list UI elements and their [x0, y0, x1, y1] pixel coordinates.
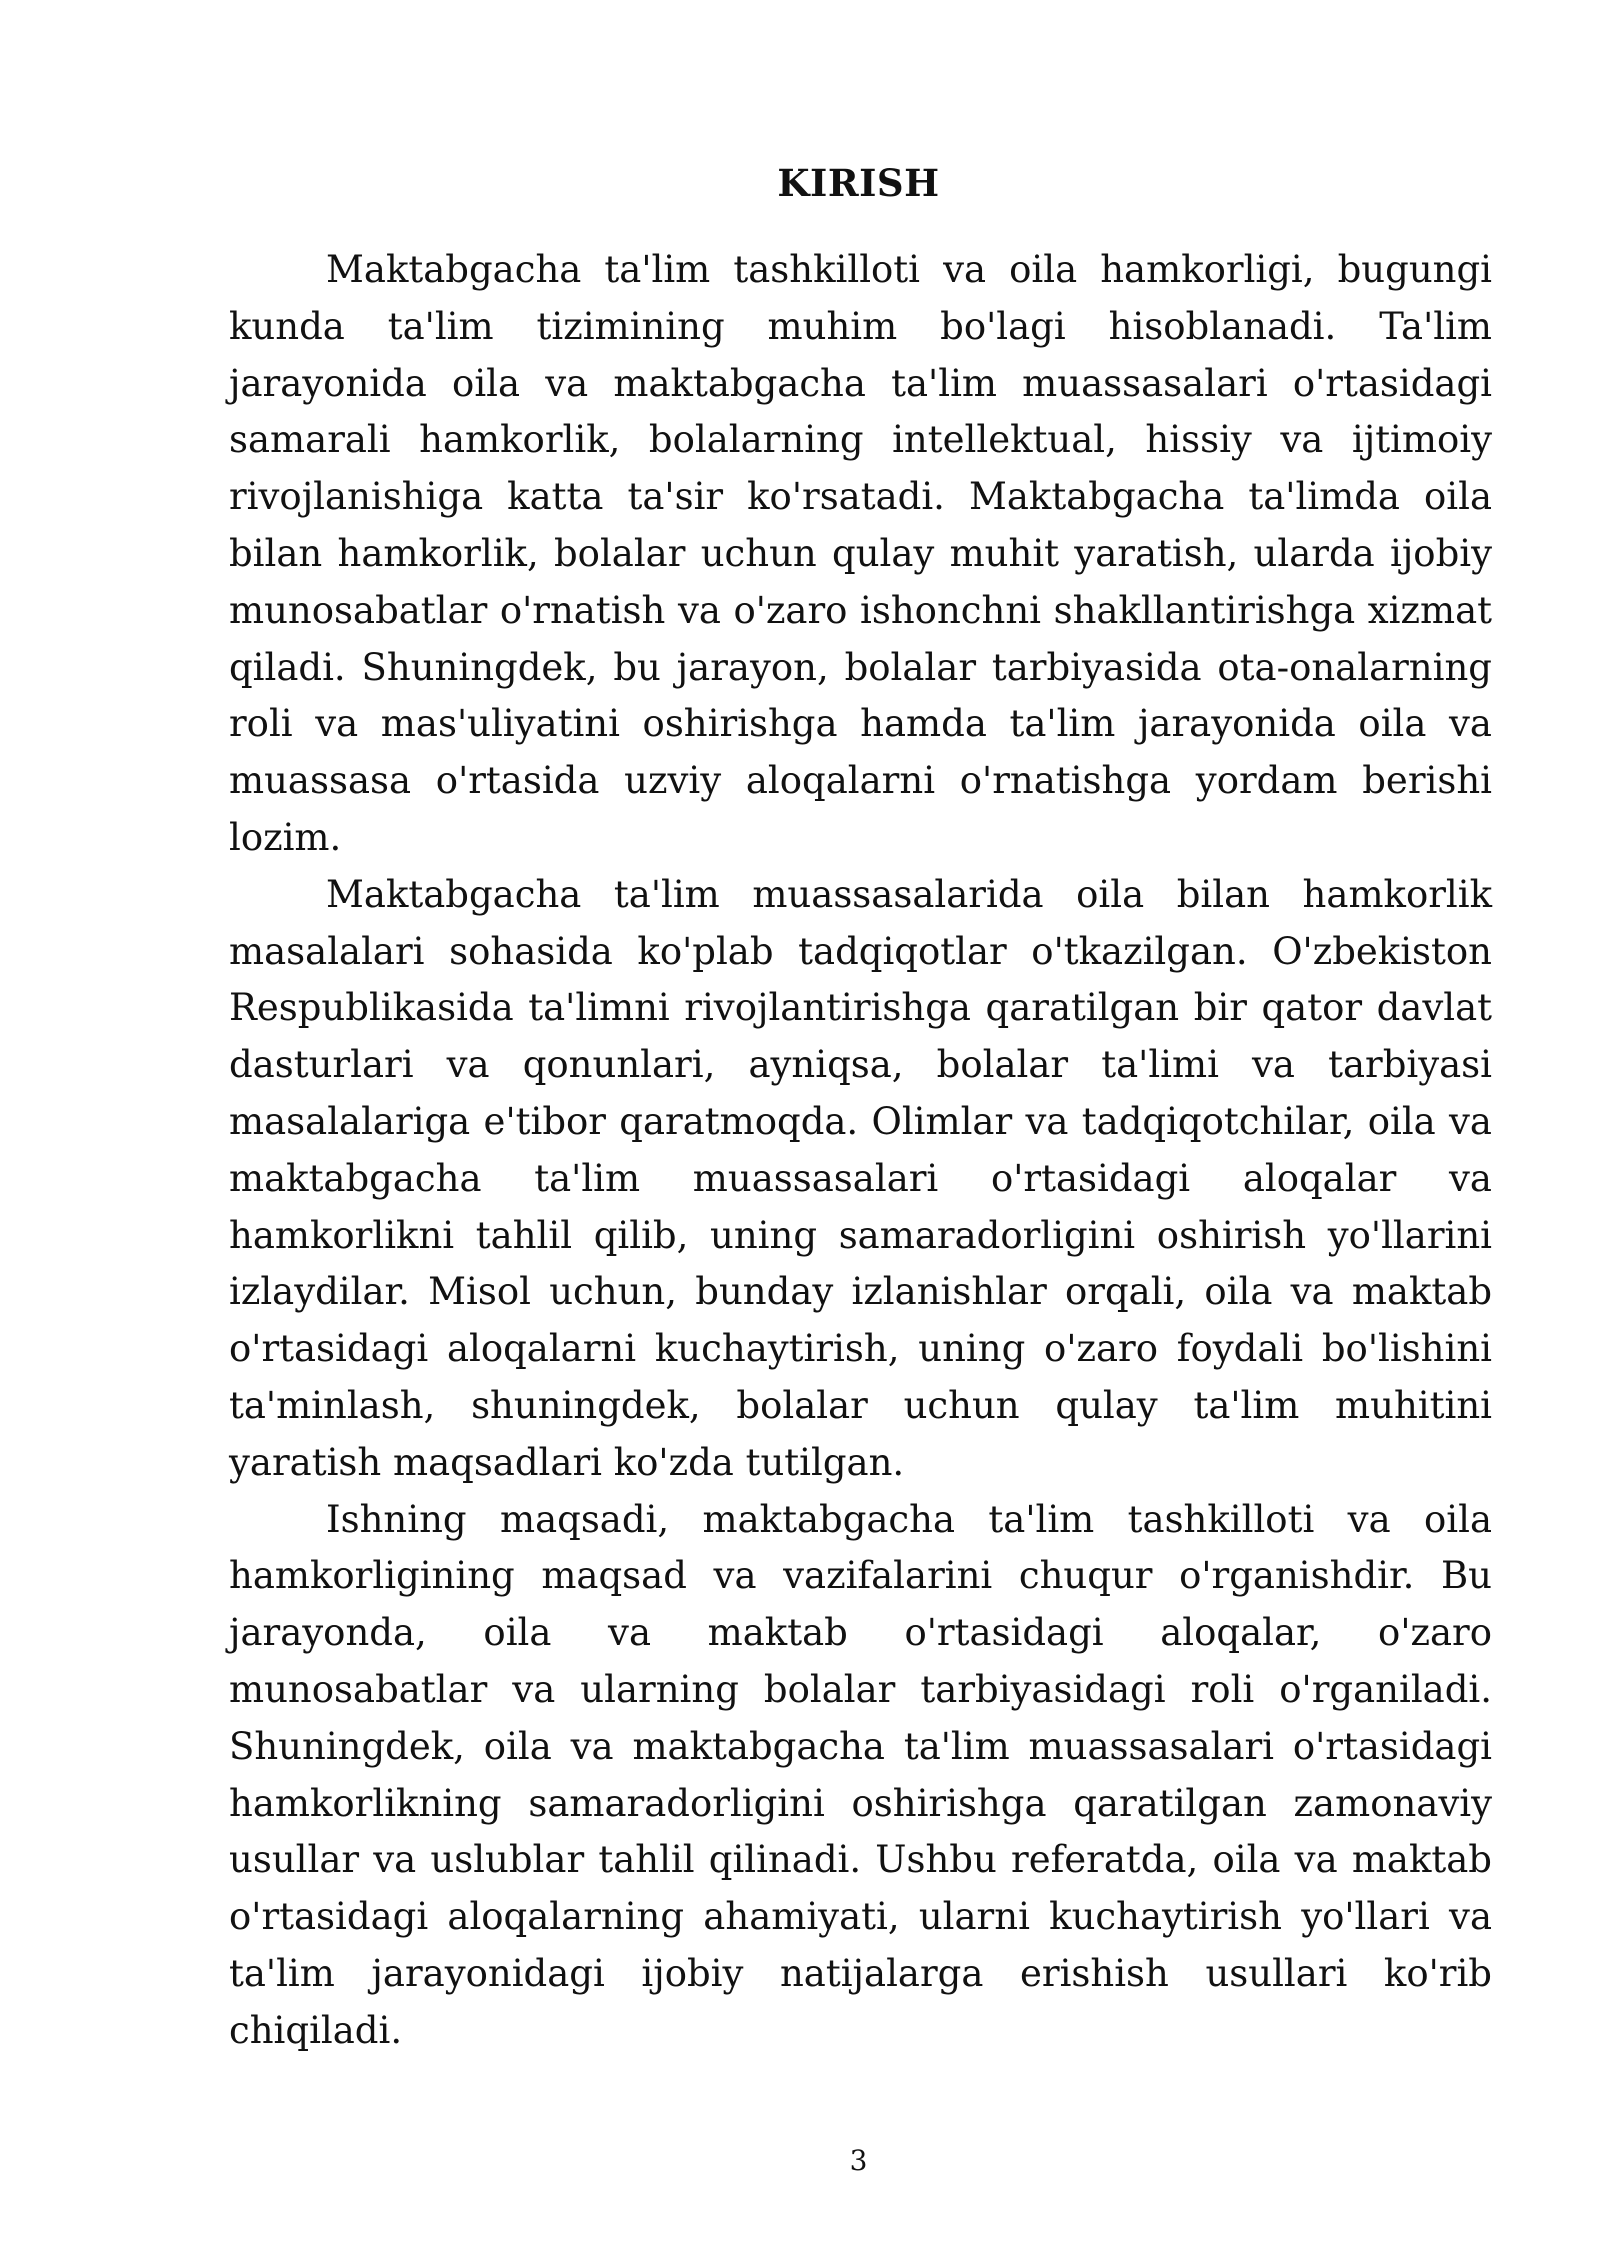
paragraph-2: Maktabgacha ta'lim muassasalarida oila bilan hamkorlik masalalari sohasida ko'plab tadqiqotlar o'tkazilgan. O'zbekiston Respublikasida ta'limni rivojlantirishga qaratilgan bir qator davlat dasturlari va qonunlari, ayniqsa, bolalar ta'limi va tarbiyasi masalalariga e'tibor qaratmoqda. Olimlar va tadqiqotchilar, oila va maktabgacha ta'lim muassasalari o'rtasidagi aloqalar va hamkorlikni tahlil qilib, uning samaradorligini oshirish yo'llarini izlaydilar. Misol uchun, bunday izlanishlar orqali, oila va maktab o'rtasidagi aloqalarni kuchaytirish, uning o'zaro foydali bo'lishini ta'minlash, shuningdek, bolalar uchun qulay ta'lim muhitini yaratish maqsadlari ko'zda tutilgan. — [229, 872, 1492, 1484]
paragraph-1: Maktabgacha ta'lim tashkilloti va oila hamkorligi, bugungi kunda ta'lim tizimining muhim bo'lagi hisoblanadi. Ta'lim jarayonida oila va maktabgacha ta'lim muassasalari o'rtasidagi samarali hamkorlik, bolalarning intellektual, hissiy va ijtimoiy rivojlanishiga katta ta'sir ko'rsatadi. Maktabgacha ta'limda oila bilan hamkorlik, bolalar uchun qulay muhit yaratish, ularda ijobiy munosabatlar o'rnatish va o'zaro ishonchni shakllantirishga xizmat qiladi. Shuningdek, bu jarayon, bolalar tarbiyasida ota-onalarning roli va mas'uliyatini oshirishga hamda ta'lim jarayonida oila va muassasa o'rtasida uzviy aloqalarni o'rnatishga yordam berishi lozim. — [229, 248, 1492, 859]
section-title: KIRISH — [777, 161, 940, 205]
paragraph-3: Ishning maqsadi, maktabgacha ta'lim tashkilloti va oila hamkorligining maqsad va vazifalarini chuqur o'rganishdir. Bu jarayonda, oila va maktab o'rtasidagi aloqalar, o'zaro munosabatlar va ularning bolalar tarbiyasidagi roli o'rganiladi. Shuningdek, oila va maktabgacha ta'lim muassasalari o'rtasidagi hamkorlikning samaradorligini oshirishga qaratilgan zamonaviy usullar va uslublar tahlil qilinadi. Ushbu referatda, oila va maktab o'rtasidagi aloqalarning ahamiyati, ularni kuchaytirish yo'llari va ta'lim jarayonidagi ijobiy natijalarga erishish usullari ko'rib chiqiladi. — [229, 1497, 1492, 2052]
body-text — [229, 242, 1492, 2060]
page-number: 3 — [849, 2144, 868, 2177]
